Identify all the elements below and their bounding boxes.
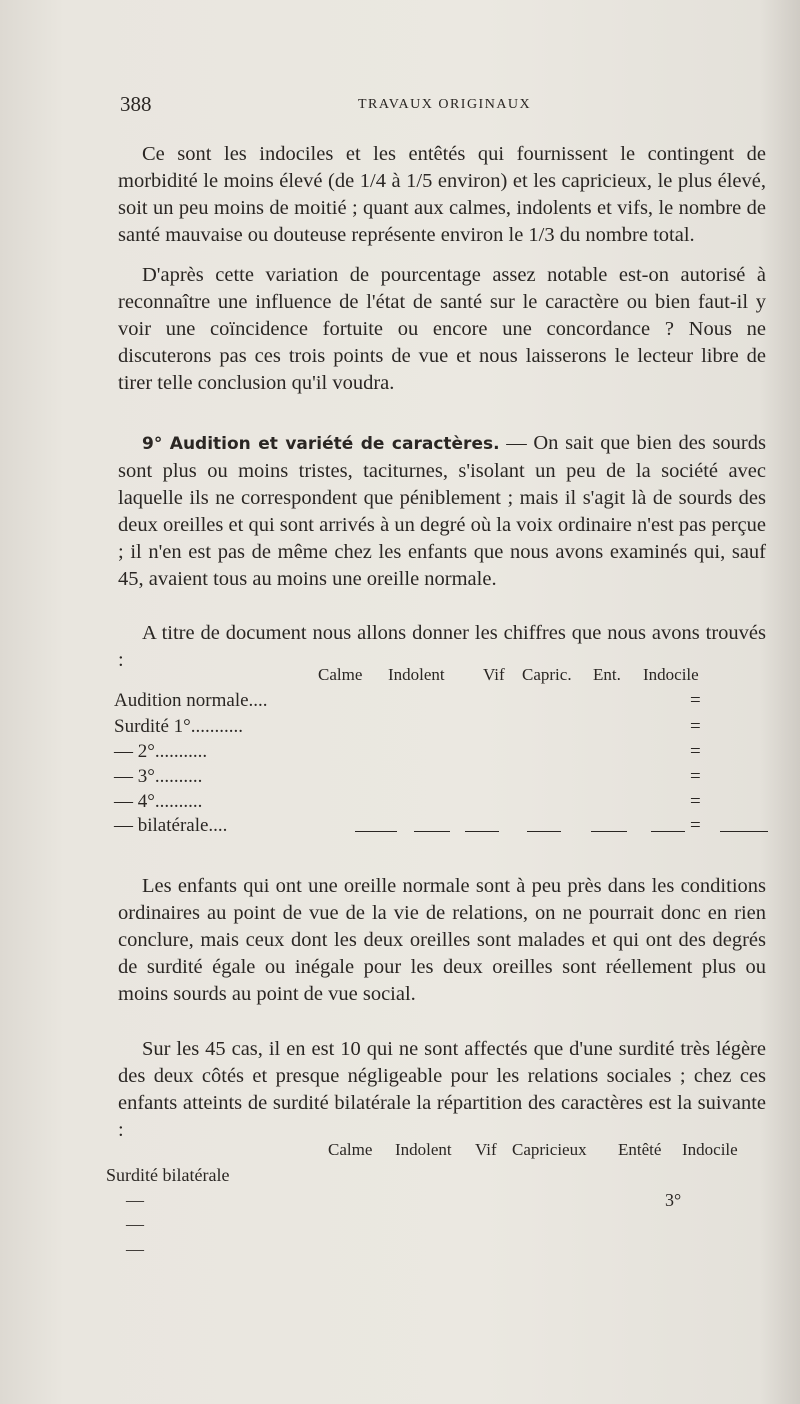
table1-header-indocile: Indocile bbox=[643, 665, 699, 684]
paragraph-1: Ce sont les indociles et les entêtés qui fournissent le contingent de morbidité le moins élevé (de 1/4 à 1/5 environ) et les capricieux, le plus élevé, soit un peu moins de moitié ; quant aux calmes, indolents et vifs, le nombre de santé mauvaise ou douteuse représente environ le 1/3 du nombre total. bbox=[118, 143, 766, 246]
paragraph-4: A titre de document nous allons donner les chiffres que nous avons trouvés : bbox=[118, 622, 766, 671]
table1-row-label: — 4°.......... bbox=[114, 791, 203, 812]
paragraph-3-text: — On sait que bien des sourds sont plus ou moins tristes, taciturnes, s'isolant un peu de la société avec laquelle ils ne correspondent que péniblement ; mais il s'agit là de sourds des deux oreilles et qui sont arrivés à un degré où la voix ordinaire n'est pas perçue ; il n'en est pas de même chez les enfants que nous avons examinés qui, sauf 45, avaient tous au moins une oreille normale. bbox=[118, 432, 766, 590]
table1-equals-sign: = bbox=[690, 791, 701, 812]
table2-header-indolent: Indolent bbox=[395, 1140, 452, 1159]
paragraph-6: Sur les 45 cas, il en est 10 qui ne sont affectés que d'une surdité très légère des deux côtés et presque négligeable pour les relations sociales ; chez ces enfants atteints de surdité bilatérale la répartition des caractères est la suivante : bbox=[118, 1038, 766, 1141]
table2-row-label: Surdité bilatérale bbox=[106, 1165, 230, 1185]
paragraph-3 bbox=[118, 430, 766, 593]
table1-header-vif: Vif bbox=[483, 665, 505, 684]
paragraph-5: Les enfants qui ont une oreille normale sont à peu près dans les conditions ordinaires au point de vue de la vie de relations, on ne pourrait donc en rien conclure, mais ceux dont les deux oreilles sont malades et qui ont des degrés de surdité égale ou inégale pour les deux oreilles sont réellement plus ou moins sourds au point de vue social. bbox=[118, 875, 766, 1005]
running-title: TRAVAUX ORIGINAUX bbox=[358, 97, 532, 112]
table1-equals-sign: = bbox=[690, 690, 701, 711]
table1-equals-sign: = bbox=[690, 741, 701, 762]
table1-sum-rule bbox=[591, 831, 627, 832]
table2-header-vif: Vif bbox=[475, 1140, 497, 1159]
table1-equals-sign: = bbox=[690, 815, 701, 836]
table1-sum-rule bbox=[465, 831, 499, 832]
table1-row-label: Audition normale.... bbox=[114, 690, 268, 711]
table1-header-ent: Ent. bbox=[593, 665, 621, 684]
table1-header-capric: Capric. bbox=[522, 665, 572, 684]
table1-row-label: — 2°........... bbox=[114, 741, 208, 762]
table2-row-label: — bbox=[126, 1190, 144, 1210]
table1-equals-sign: = bbox=[690, 766, 701, 787]
table1-header-indolent: Indolent bbox=[388, 665, 445, 684]
table1-sum-rule bbox=[527, 831, 561, 832]
table1-sum-rule bbox=[355, 831, 397, 832]
paragraph-2: D'après cette variation de pourcentage assez notable est-on autorisé à reconnaître une influence de l'état de santé sur le caractère ou bien faut-il y voir une coïncidence fortuite ou encore une concordance ? Nous ne discuterons pas ces trois points de vue et nous laisserons le lecteur libre de tirer telle conclusion qu'il voudra. bbox=[118, 264, 766, 394]
table2-header-capricieux: Capricieux bbox=[512, 1140, 587, 1159]
table2-row-label: — bbox=[126, 1239, 144, 1259]
table1-row-label: — 3°.......... bbox=[114, 766, 203, 787]
table2-row-label: — bbox=[126, 1214, 144, 1234]
table2-note: 3° bbox=[665, 1190, 682, 1210]
table2-header-calme: Calme bbox=[328, 1140, 373, 1159]
table1-row-label: — bilatérale.... bbox=[114, 815, 228, 836]
table1-equals-sign: = bbox=[690, 716, 701, 737]
table1-sum-rule bbox=[651, 831, 685, 832]
table1-header-calme: Calme bbox=[318, 665, 363, 684]
table1-sum-rule bbox=[414, 831, 450, 832]
table2-header-entete: Entêté bbox=[618, 1140, 662, 1159]
page-header bbox=[120, 92, 770, 120]
table1-sum-rule bbox=[720, 831, 768, 832]
section-heading: 9° Audition et variété de caractères. bbox=[142, 434, 500, 454]
table2-header-indocile: Indocile bbox=[682, 1140, 738, 1159]
table1-row-label: Surdité 1°........... bbox=[114, 716, 243, 737]
page-number: 388 bbox=[120, 92, 152, 116]
